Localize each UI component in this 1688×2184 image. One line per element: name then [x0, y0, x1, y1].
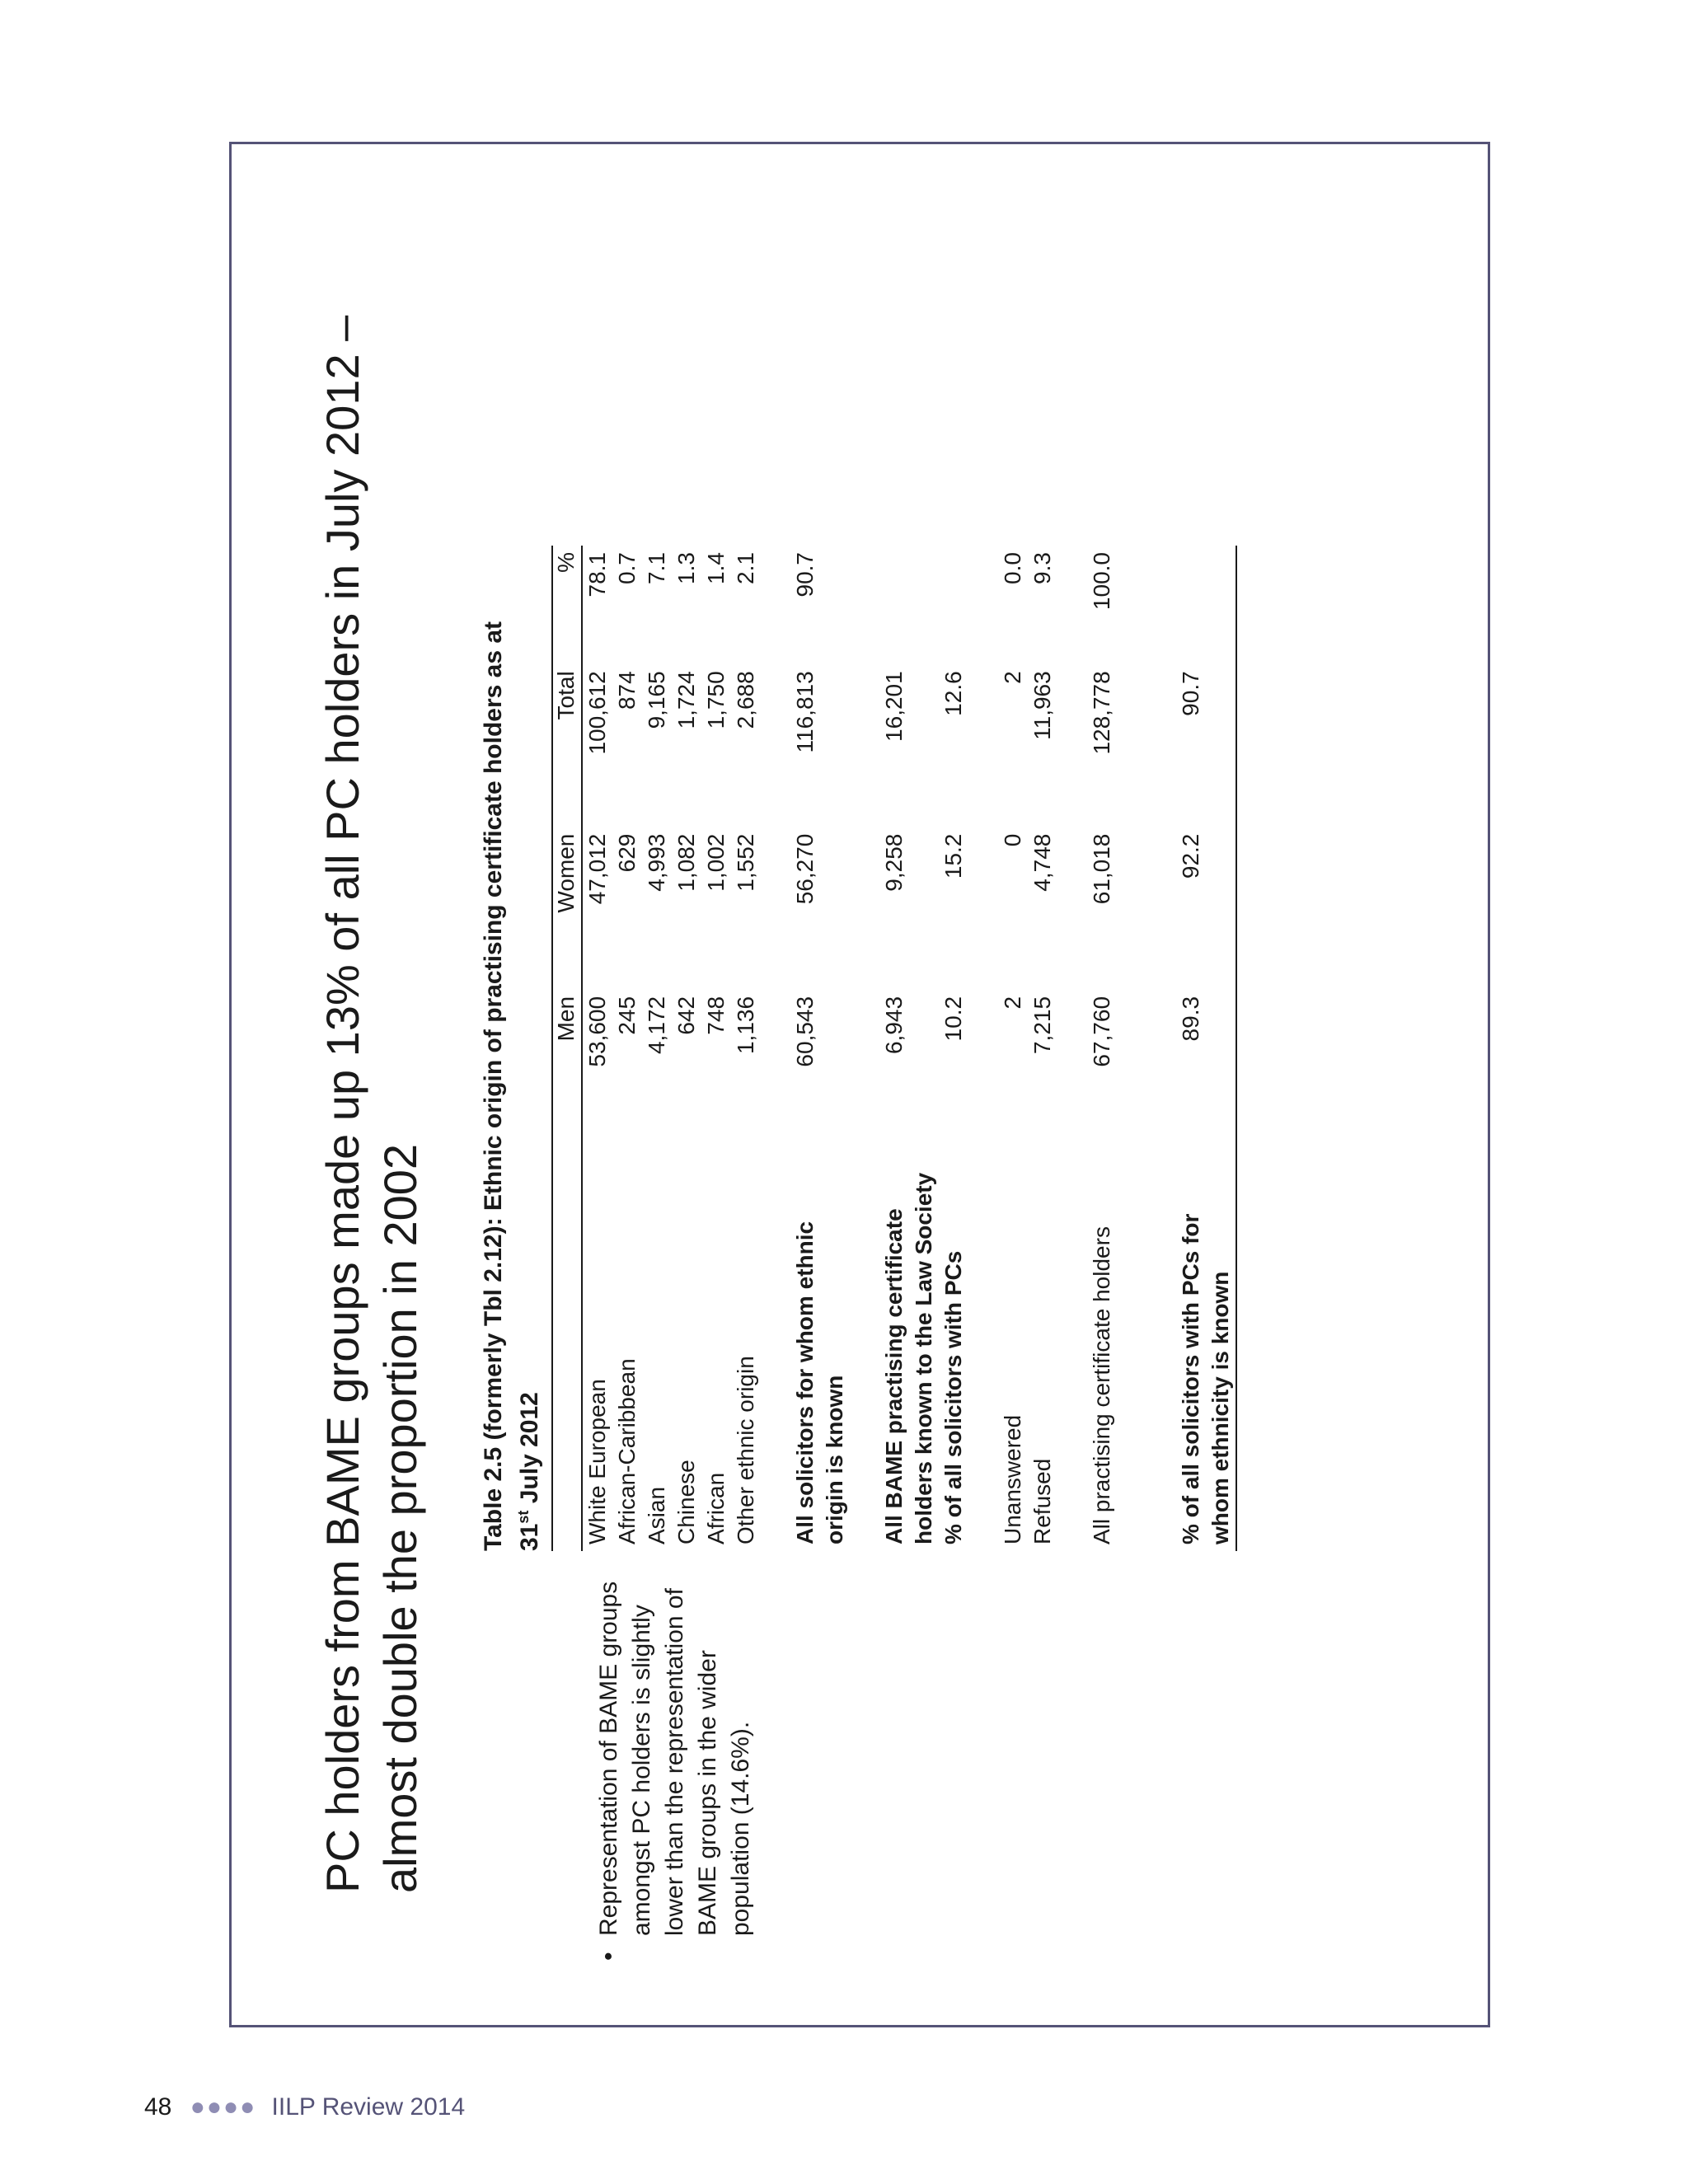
- cell-pct: 7.1: [644, 552, 669, 584]
- cell-men: 245: [614, 996, 640, 1035]
- spacer-cell: [1146, 546, 1176, 1551]
- cell-total: 9,165: [644, 671, 669, 729]
- table-row: [672, 546, 701, 1551]
- table-row: [582, 546, 612, 1551]
- slide-frame: [229, 142, 1490, 2027]
- row-label: African-Caribbean: [614, 1358, 640, 1544]
- row-label: Other ethnic origin: [733, 1356, 758, 1544]
- table-row: [998, 546, 1028, 1551]
- cell-pct: 2.1: [733, 552, 758, 584]
- cell-men: 748: [703, 996, 729, 1035]
- cell-total: 12.6: [940, 671, 966, 716]
- spacer-row: [850, 546, 879, 1551]
- cell-total: 116,813: [792, 671, 818, 753]
- row-label: Asian: [644, 1486, 669, 1544]
- cell-pct: [879, 546, 939, 664]
- row-label: Chinese: [673, 1460, 699, 1544]
- bullet-point: [593, 1540, 757, 1961]
- table-row: [1087, 546, 1117, 1551]
- cell-total: 2: [1000, 671, 1025, 684]
- cell-pct: 78.1: [584, 552, 610, 598]
- row-label: All BAME practising certificate holders known to the Law Society: [881, 1172, 936, 1544]
- cell-total: 90.7: [1176, 664, 1236, 827]
- cell-pct: [939, 546, 968, 664]
- spacer-cell: [1057, 546, 1087, 1551]
- cell-women: 1,002: [703, 833, 729, 892]
- cell-women: 4,748: [1029, 833, 1055, 892]
- table-row: [790, 546, 850, 1551]
- cell-total: 874: [614, 671, 640, 710]
- cell-pct: 1.4: [703, 552, 729, 584]
- cell-total: 1,750: [703, 671, 729, 729]
- cell-men: 89.3: [1176, 990, 1236, 1152]
- cell-pct: 0.0: [1000, 552, 1025, 584]
- page-number: 48: [144, 2093, 172, 2121]
- table-caption: [479, 603, 545, 1551]
- table-row: [879, 546, 939, 1551]
- publication-name: IILP Review 2014: [271, 2093, 466, 2121]
- cell-men: 7,215: [1029, 996, 1055, 1055]
- header-women: Women: [552, 827, 582, 990]
- cell-women: 61,018: [1089, 833, 1114, 905]
- caption-superscript: st: [515, 1510, 532, 1524]
- cell-pct: 100.0: [1089, 552, 1114, 611]
- bullet-text: Representation of BAME groups amongst PC holders is slightly lower than the representation of BAME groups in the wider population (14.6%).: [595, 1581, 754, 1936]
- header-pct: %: [552, 546, 582, 664]
- cell-pct: 90.7: [792, 552, 818, 598]
- cell-pct: 9.3: [1029, 552, 1055, 584]
- row-label: White European: [584, 1379, 610, 1544]
- header-total: Total: [552, 664, 582, 827]
- cell-men: 4,172: [644, 996, 669, 1055]
- spacer-row: [1057, 546, 1087, 1551]
- dots-icon: ●●●●: [190, 2093, 257, 2121]
- table-row: [731, 546, 761, 1551]
- header-label: [552, 1152, 582, 1551]
- row-label: All solicitors for whom ethnic origin is known: [792, 1221, 847, 1544]
- cell-women: 4,993: [644, 833, 669, 892]
- cell-total: 11,963: [1029, 671, 1055, 740]
- spacer-row: [761, 546, 790, 1551]
- spacer-cell: [761, 546, 790, 1551]
- cell-total: 2,688: [733, 671, 758, 729]
- cell-women: 1,082: [673, 833, 699, 892]
- ethnic-origin-table: [551, 546, 1237, 1551]
- table-row: [939, 546, 968, 1551]
- spacer-row: [1117, 546, 1146, 1551]
- cell-total: 16,201: [881, 671, 907, 742]
- spacer-row: [968, 546, 998, 1551]
- spacer-cell: [1117, 546, 1146, 1551]
- page-footer: [144, 2093, 465, 2121]
- cell-pct: [1176, 546, 1236, 664]
- cell-men: 67,760: [1089, 996, 1114, 1067]
- cell-women: 92.2: [1176, 827, 1236, 990]
- cell-women: 56,270: [792, 833, 818, 905]
- cell-men: 53,600: [584, 996, 610, 1067]
- spacer-row: [1146, 546, 1176, 1551]
- table-header-row: [552, 546, 582, 1551]
- bullet-icon: •: [595, 1952, 622, 1961]
- cell-total: 100,612: [584, 671, 610, 755]
- cell-women: 0: [1000, 833, 1025, 847]
- caption-text: Table 2.5 (formerly Tbl 2.12): Ethnic origin of practising certificate holders as at 31: [480, 621, 543, 1551]
- slide-title: PC holders from BAME groups made up 13% of all PC holders in July 2012 – almost double the proportion in 2002: [316, 315, 426, 1893]
- caption-text-end: July 2012: [516, 1392, 543, 1511]
- table-block: [479, 552, 1237, 1551]
- rotated-slide: [232, 144, 1488, 2025]
- cell-men: 10.2: [940, 996, 966, 1042]
- row-label: All practising certificate holders: [1089, 1226, 1114, 1544]
- header-men: Men: [552, 990, 582, 1152]
- table-row: [1176, 546, 1236, 1551]
- cell-men: 1,136: [733, 996, 758, 1055]
- row-label: Refused: [1029, 1458, 1055, 1544]
- row-label: African: [703, 1472, 729, 1544]
- table-row: [1028, 546, 1057, 1551]
- row-label: Unanswered: [1000, 1414, 1025, 1544]
- cell-pct: 0.7: [614, 552, 640, 584]
- spacer-cell: [850, 546, 879, 1551]
- cell-pct: 1.3: [673, 552, 699, 584]
- cell-women: 9,258: [881, 833, 907, 892]
- table-row: [612, 546, 642, 1551]
- cell-women: 1,552: [733, 833, 758, 892]
- cell-women: 629: [614, 833, 640, 873]
- cell-men: 2: [1000, 996, 1025, 1010]
- table-row: [642, 546, 672, 1551]
- cell-total: 1,724: [673, 671, 699, 729]
- cell-women: 47,012: [584, 833, 610, 905]
- row-label: % of all solicitors with PCs: [940, 1250, 966, 1544]
- cell-women: 15.2: [940, 833, 966, 879]
- row-label: % of all solicitors with PCs for whom ethnicity is known: [1176, 1152, 1236, 1551]
- table-row: [701, 546, 731, 1551]
- cell-men: 642: [673, 996, 699, 1035]
- spacer-cell: [968, 546, 998, 1551]
- cell-men: 60,543: [792, 996, 818, 1067]
- cell-total: 128,778: [1089, 671, 1114, 755]
- cell-men: 6,943: [881, 996, 907, 1055]
